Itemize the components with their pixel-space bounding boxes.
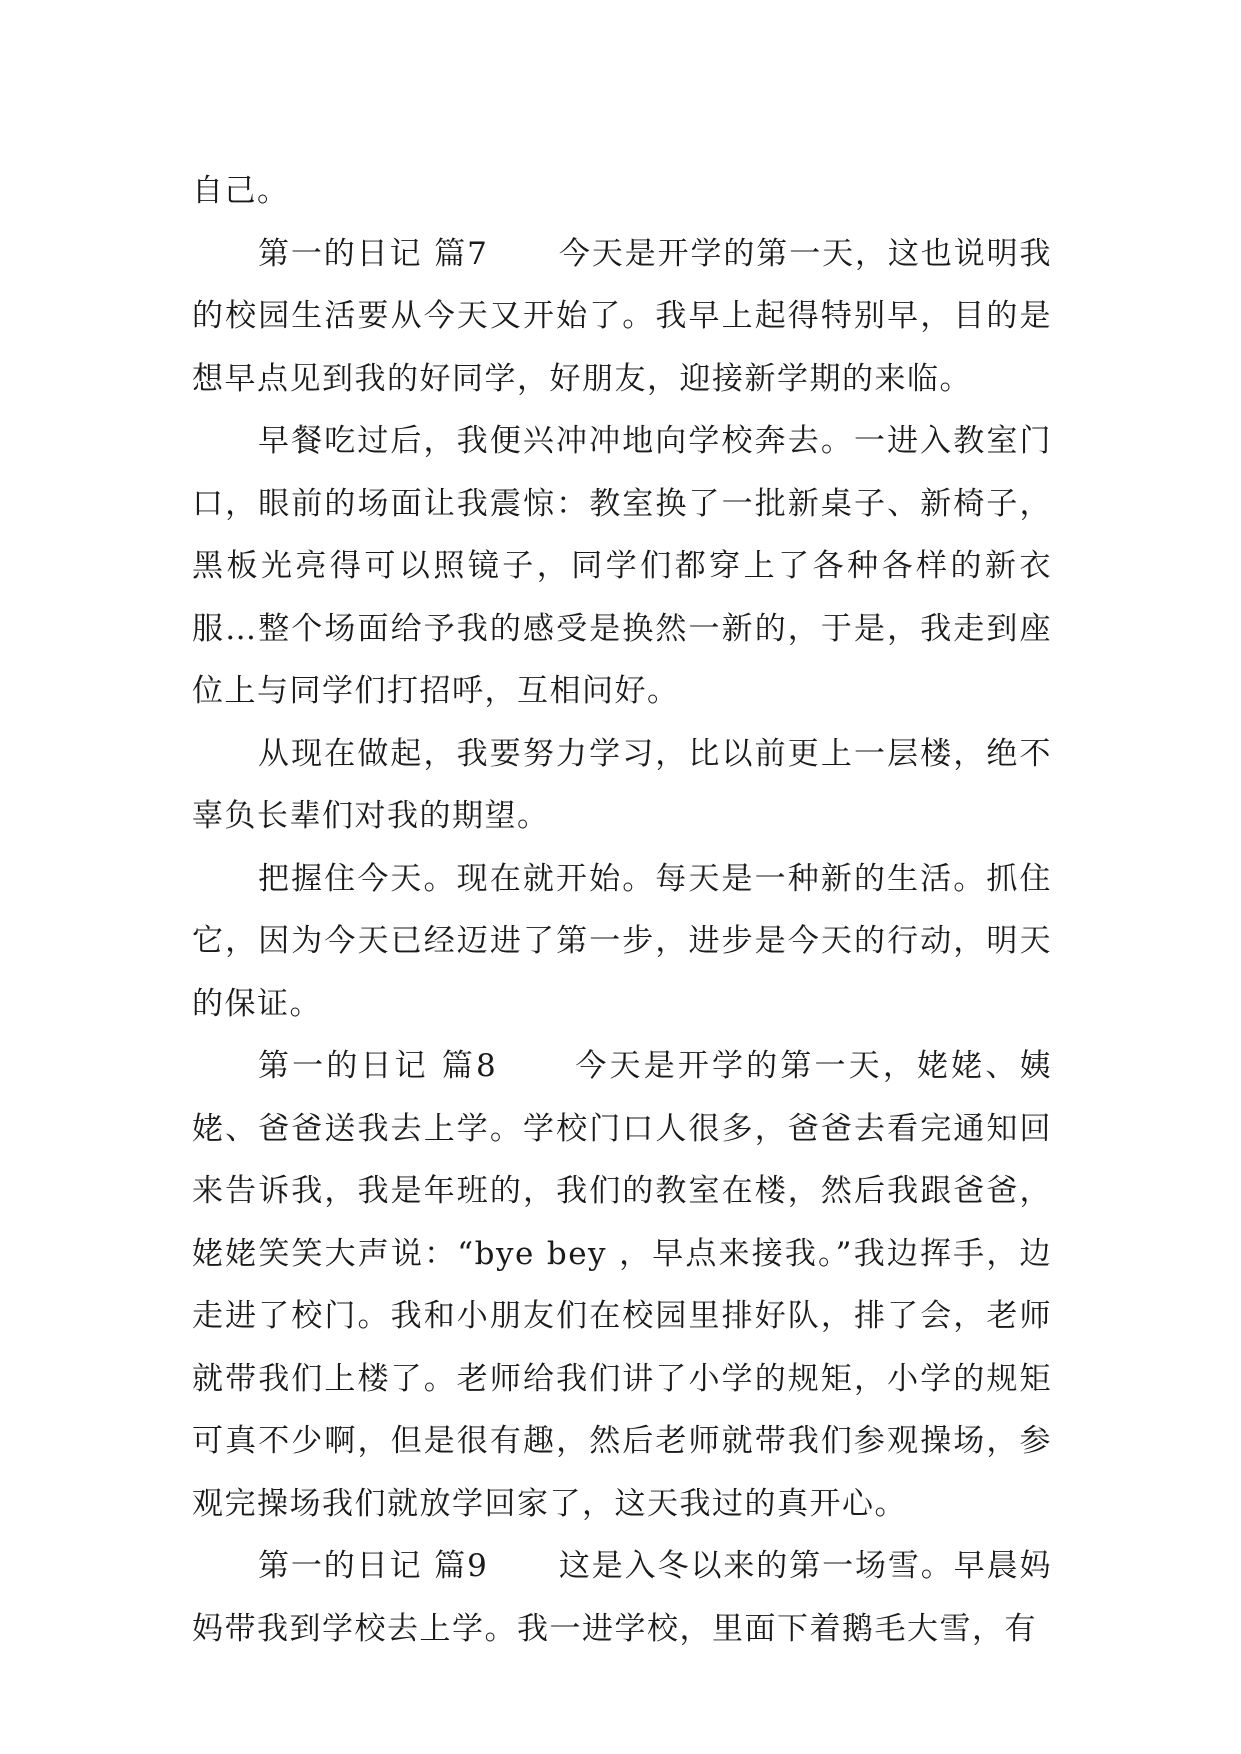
- paragraph-text: 从现在做起，我要努力学习，比以前更上一层楼，绝不辜负长辈们对我的期望。: [192, 735, 1052, 834]
- entry-heading: 第一的日记 篇9: [258, 1548, 559, 1584]
- entry-heading: 第一的日记 篇8: [258, 1048, 576, 1084]
- paragraph: [192, 1535, 1052, 1660]
- paragraph-text: 把握住今天。现在就开始。每天是一种新的生活。抓住它，因为今天已经迈进了第一步，进步是今天的行动，明天的保证。: [192, 860, 1052, 1022]
- document-body: [192, 160, 1052, 1660]
- paragraph: [192, 723, 1052, 848]
- paragraph: [192, 410, 1052, 723]
- paragraph: [192, 223, 1052, 411]
- paragraph-text: 今天是开学的第一天，姥姥、姨姥、爸爸送我去上学。学校门口人很多，爸爸去看完通知回来告诉我，我是年班的，我们的教室在楼，然后我跟爸爸，姥姥笑笑大声说：“bye bey ，早点来接我。”我边挥手，边走进了校门。我和小朋友们在校园里排好队，排了会，老师就带我们上楼了。老师给我们讲了小学的规矩，小学的规矩可真不少啊，但是很有趣，然后老师就带我们参观操场，参观完操场我们就放学回家了，这天我过的真开心。: [192, 1048, 1053, 1522]
- paragraph: [192, 848, 1052, 1036]
- paragraph-text: 这是入冬以来的第一场雪。早晨妈妈带我到学校去上学。我一进学校，里面下着鹅毛大雪，有: [192, 1548, 1053, 1647]
- paragraph-text: 今天是开学的第一天，这也说明我的校园生活要从今天又开始了。我早上起得特别早，目的是想早点见到我的好同学，好朋友，迎接新学期的来临。: [192, 235, 1053, 397]
- paragraph: [192, 1035, 1052, 1535]
- paragraph: [192, 160, 1052, 223]
- entry-heading: 第一的日记 篇7: [258, 235, 559, 272]
- paragraph-text: 自己。: [192, 173, 290, 209]
- paragraph-text: 早餐吃过后，我便兴冲冲地向学校奔去。一进入教室门口，眼前的场面让我震惊：教室换了一批新桌子、新椅子，黑板光亮得可以照镜子，同学们都穿上了各种各样的新衣服…整个场面给予我的感受是换然一新的，于是，我走到座位上与同学们打招呼，互相问好。: [192, 423, 1052, 709]
